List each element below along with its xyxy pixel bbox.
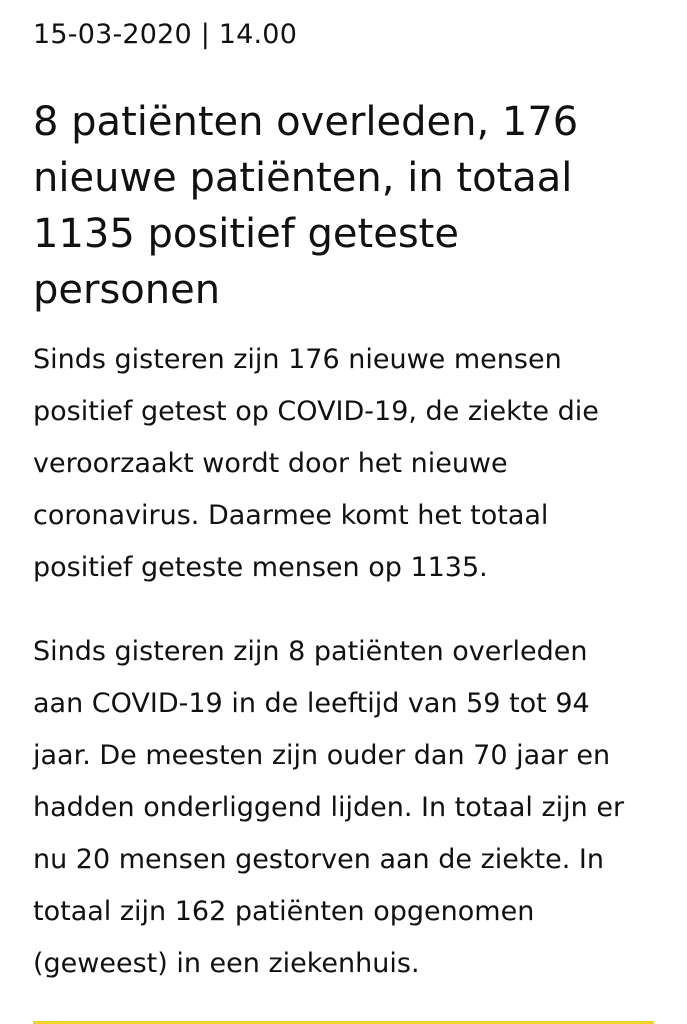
publication-date: 15-03-2020 | 14.00 [33, 19, 298, 50]
article-paragraph-2: Sinds gisteren zijn 8 patiënten overleden aan COVID-19 in de leeftijd van 59 tot 94 jaar. De meesten zijn ouder dan 70 jaar en hadden onderliggend lijden. In totaal zijn er nu 20 mensen gestorven aan de ziekte. In totaal zijn 162 patiënten opgenomen (geweest) in een ziekenhuis. [33, 636, 625, 979]
article-title: 8 patiënten overleden, 176 nieuwe patiënten, in totaal 1135 positief geteste personen [33, 99, 579, 313]
article-paragraph-1: Sinds gisteren zijn 176 nieuwe mensen positief getest op COVID-19, de ziekte die veroorzaakt wordt door het nieuwe coronavirus. Daarmee komt het totaal positief geteste mensen op 1135. [33, 344, 599, 583]
